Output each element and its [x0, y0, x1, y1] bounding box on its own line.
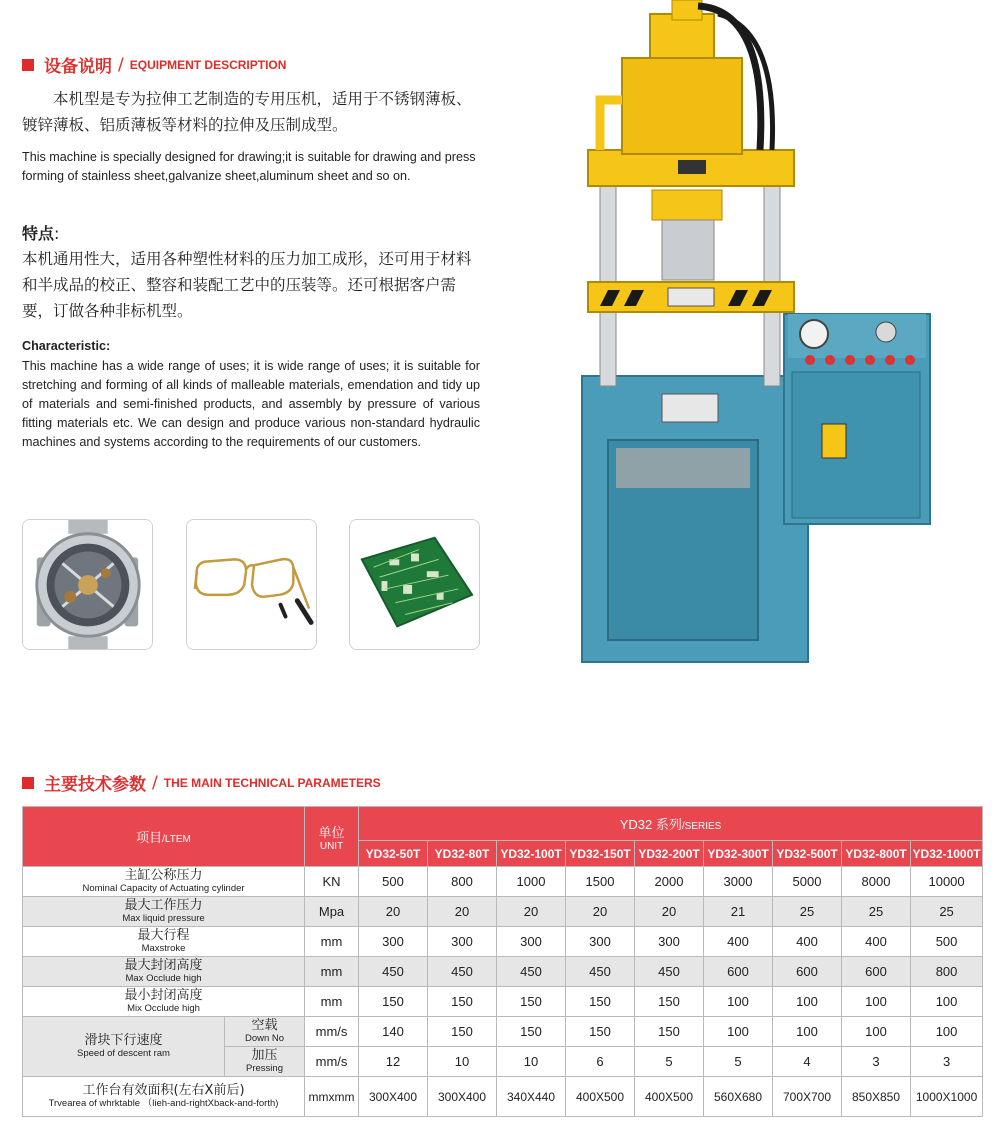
- row-unit: Mpa: [305, 897, 359, 927]
- row-value: 850X850: [842, 1077, 911, 1117]
- row-value: 150: [497, 1017, 566, 1047]
- row-value: 100: [911, 1017, 983, 1047]
- row-value: 6: [566, 1047, 635, 1077]
- row-value: 20: [635, 897, 704, 927]
- row-label: 主缸公称压力 Nominal Capacity of Actuating cylinder: [23, 867, 305, 897]
- row-value: 400X500: [635, 1077, 704, 1117]
- row-value: 700X700: [773, 1077, 842, 1117]
- equipment-desc-zh: 本机型是专为拉伸工艺制造的专用压机，适用于不锈钢薄板、镀锌薄板、铝质薄板等材料的拉伸及压制成型。: [22, 90, 472, 134]
- row-value: 450: [566, 957, 635, 987]
- eyeglasses-frame-image: [186, 519, 317, 650]
- row-value: 150: [566, 987, 635, 1017]
- model-header: YD32-100T: [497, 841, 566, 867]
- table-row: [23, 897, 983, 927]
- header-item: 项目/LTEM: [23, 807, 305, 867]
- row-value: 20: [566, 897, 635, 927]
- row-value: 300: [566, 927, 635, 957]
- row-value: 150: [635, 987, 704, 1017]
- row-value: 10: [428, 1047, 497, 1077]
- params-title-en: THE MAIN TECHNICAL PARAMETERS: [163, 775, 381, 790]
- row-value: 20: [359, 897, 428, 927]
- row-value: 150: [566, 1017, 635, 1047]
- row-value: 800: [911, 957, 983, 987]
- model-header: YD32-1000T: [911, 841, 983, 867]
- row-value: 800: [428, 867, 497, 897]
- circuit-board-image: [349, 519, 480, 650]
- row-value: 100: [704, 1017, 773, 1047]
- row-value: 1000: [497, 867, 566, 897]
- row-label: 工作台有效面积(左右X前后) Trvearea of whrktable （lieh-and-rightXback-and-forth): [23, 1077, 305, 1117]
- row-value: 300: [497, 927, 566, 957]
- equipment-title-zh: 设备说明: [44, 57, 112, 77]
- row-unit: mm: [305, 987, 359, 1017]
- row-unit: mm/s: [305, 1017, 359, 1047]
- row-value: 500: [911, 927, 983, 957]
- row-value: 600: [842, 957, 911, 987]
- header-unit: 单位 UNIT: [305, 807, 359, 867]
- table-row: [23, 1017, 983, 1047]
- row-value: 100: [911, 987, 983, 1017]
- parameter-rows: [23, 867, 983, 1117]
- row-label: 最大工作压力 Max liquid pressure: [23, 897, 305, 927]
- row-value: 10: [497, 1047, 566, 1077]
- title-square-icon: [22, 777, 34, 789]
- model-header: YD32-150T: [566, 841, 635, 867]
- row-value: 400: [842, 927, 911, 957]
- row-unit: mm/s: [305, 1047, 359, 1077]
- row-value: 500: [359, 867, 428, 897]
- row-value: 150: [497, 987, 566, 1017]
- equipment-desc-en: This machine is specially designed for drawing;it is suitable for drawing and press forming of stainless sheet,galvanize sheet,aluminum sheet and so on.: [22, 150, 476, 183]
- model-header: YD32-50T: [359, 841, 428, 867]
- table-row: [23, 867, 983, 897]
- row-value: 5: [635, 1047, 704, 1077]
- row-value: 400X500: [566, 1077, 635, 1117]
- row-value: 300X400: [428, 1077, 497, 1117]
- row-value: 12: [359, 1047, 428, 1077]
- row-value: 21: [704, 897, 773, 927]
- row-value: 450: [635, 957, 704, 987]
- row-unit: mm: [305, 957, 359, 987]
- table-row: [23, 927, 983, 957]
- row-value: 25: [773, 897, 842, 927]
- row-value: 300: [359, 927, 428, 957]
- row-value: 5000: [773, 867, 842, 897]
- row-value: 25: [842, 897, 911, 927]
- title-square-icon: [22, 59, 34, 71]
- row-label: 最大封闭高度 Max Occlude high: [23, 957, 305, 987]
- table-row: [23, 957, 983, 987]
- speed-sub-label: 加压 Pressing: [225, 1047, 305, 1077]
- row-value: 400: [773, 927, 842, 957]
- model-header: YD32-200T: [635, 841, 704, 867]
- title-slash: /: [118, 54, 124, 75]
- row-value: 400: [704, 927, 773, 957]
- equipment-title-en: EQUIPMENT DESCRIPTION: [129, 57, 287, 72]
- row-value: 450: [359, 957, 428, 987]
- row-value: 2000: [635, 867, 704, 897]
- row-value: 100: [773, 987, 842, 1017]
- row-value: 150: [428, 1017, 497, 1047]
- title-slash: /: [152, 772, 158, 793]
- row-value: 1500: [566, 867, 635, 897]
- row-value: 600: [773, 957, 842, 987]
- row-label: 最大行程 Maxstroke: [23, 927, 305, 957]
- feature-desc-en: This machine has a wide range of uses; it is wide range of uses; it is suitable for stretching and forming of all kinds of malleable materials, emendation and tidy up of materials and semi-finished products, and assembly by pressure of various fitting materials etc. We can design and produce various non-standard hydraulic machines and systems according to the requirements of our customers.: [22, 359, 480, 449]
- model-header: YD32-300T: [704, 841, 773, 867]
- model-header: YD32-500T: [773, 841, 842, 867]
- row-unit: mm: [305, 927, 359, 957]
- row-value: 600: [704, 957, 773, 987]
- header-series: YD32 系列/SERIES: [359, 807, 983, 841]
- row-unit: mmxmm: [305, 1077, 359, 1117]
- row-value: 300X400: [359, 1077, 428, 1117]
- table-row: [23, 1077, 983, 1117]
- row-value: 8000: [842, 867, 911, 897]
- row-value: 3: [842, 1047, 911, 1077]
- row-value: 3000: [704, 867, 773, 897]
- table-row: [23, 987, 983, 1017]
- speed-sub-label: 空载 Down No: [225, 1017, 305, 1047]
- row-value: 150: [635, 1017, 704, 1047]
- hydraulic-press-image: [578, 0, 938, 668]
- row-value: 1000X1000: [911, 1077, 983, 1117]
- row-value: 340X440: [497, 1077, 566, 1117]
- row-value: 5: [704, 1047, 773, 1077]
- row-value: 100: [842, 987, 911, 1017]
- row-unit: KN: [305, 867, 359, 897]
- row-value: 20: [497, 897, 566, 927]
- watch-back-image: [22, 519, 153, 650]
- row-value: 3: [911, 1047, 983, 1077]
- model-header: YD32-800T: [842, 841, 911, 867]
- row-value: 150: [359, 987, 428, 1017]
- equipment-section-title: [22, 52, 286, 77]
- row-value: 100: [704, 987, 773, 1017]
- feature-desc-zh: 本机通用性大，适用各种塑性材料的压力加工成形，还可用于材料和半成品的校正、整容和装配工艺中的压装等。还可根据客户需要，订做各种非标机型。: [22, 250, 472, 320]
- model-header: YD32-80T: [428, 841, 497, 867]
- row-value: 25: [911, 897, 983, 927]
- row-value: 140: [359, 1017, 428, 1047]
- feature-heading-en: Characteristic:: [22, 339, 111, 353]
- row-value: 300: [428, 927, 497, 957]
- feature-heading-zh: 特点:: [22, 224, 60, 243]
- row-value: 100: [842, 1017, 911, 1047]
- row-label: 最小封闭高度 Mix Occlude high: [23, 987, 305, 1017]
- row-value: 450: [428, 957, 497, 987]
- row-value: 560X680: [704, 1077, 773, 1117]
- parameters-table: [22, 806, 983, 1117]
- row-value: 300: [635, 927, 704, 957]
- speed-label: 滑块下行速度 Speed of descent ram: [23, 1017, 225, 1077]
- row-value: 20: [428, 897, 497, 927]
- row-value: 450: [497, 957, 566, 987]
- row-value: 4: [773, 1047, 842, 1077]
- row-value: 100: [773, 1017, 842, 1047]
- row-value: 150: [428, 987, 497, 1017]
- row-value: 10000: [911, 867, 983, 897]
- params-title-zh: 主要技术参数: [44, 775, 146, 795]
- params-section-title: [22, 770, 381, 795]
